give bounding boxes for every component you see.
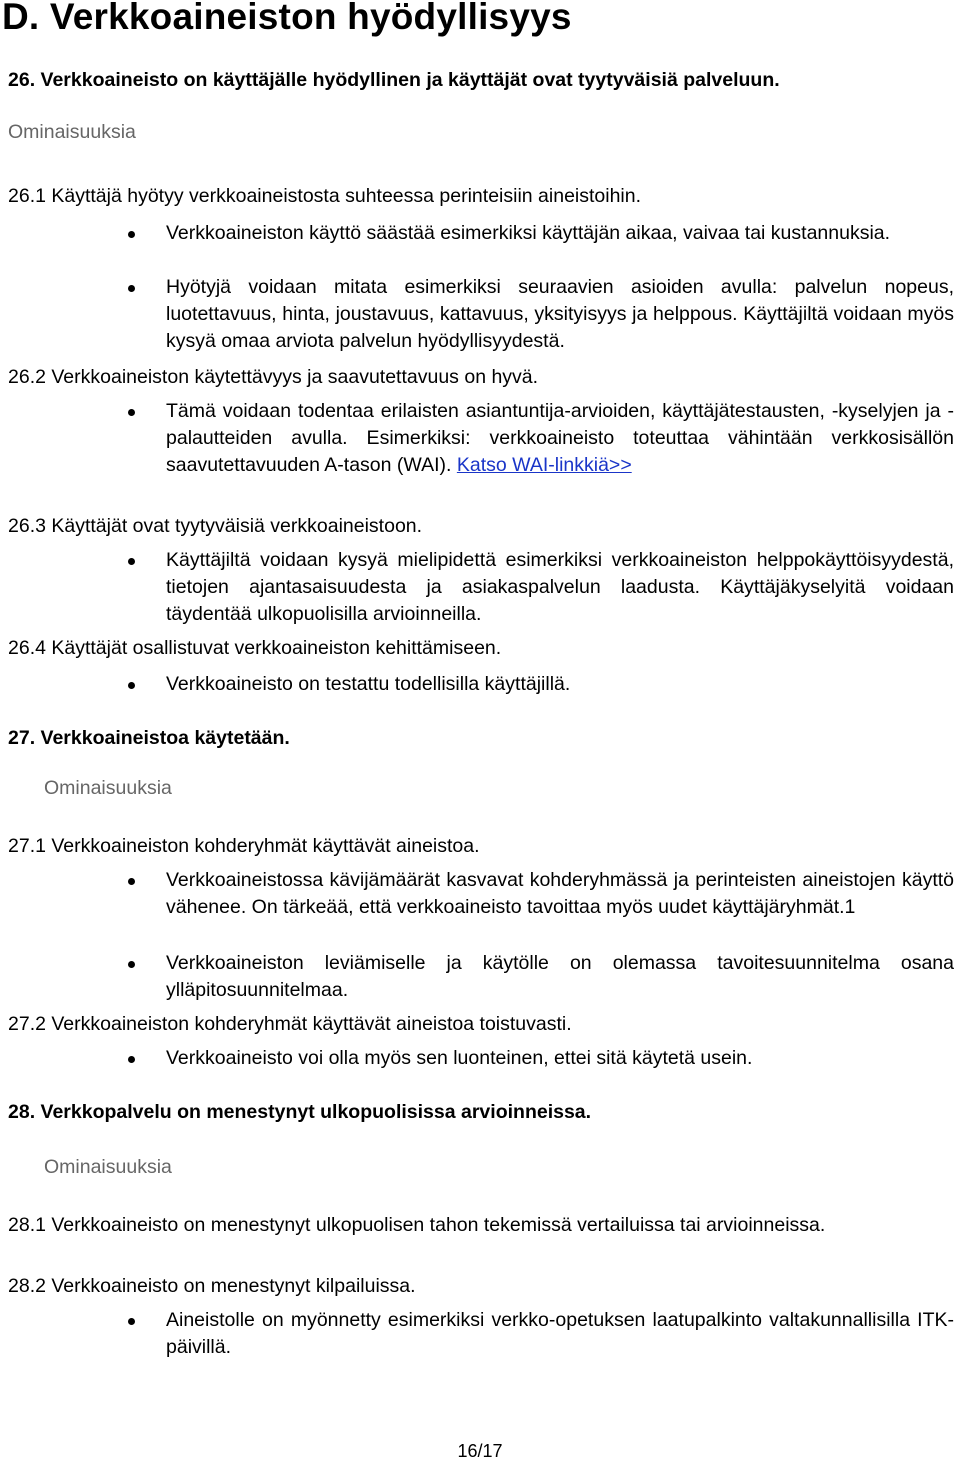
item-26-3: 26.3 Käyttäjät ovat tyytyväisiä verkkoaineistoon.: [8, 515, 423, 537]
item-28-2: 28.2 Verkkoaineisto on menestynyt kilpailuissa.: [8, 1275, 416, 1297]
bullet-icon: [128, 231, 135, 238]
bullet-icon: [128, 558, 135, 565]
bullet-icon: [128, 1318, 135, 1325]
item-27-2-bullet-1: Verkkoaineisto voi olla myös sen luonteinen, ettei sitä käytetä usein.: [166, 1047, 753, 1069]
item-26-4-bullet-1: Verkkoaineisto on testattu todellisilla käyttäjillä.: [166, 673, 571, 695]
item-26-2-bullet-1-text: Tämä voidaan todentaa erilaisten asiantuntija-arvioiden, käyttäjätestausten, -kyselyjen ja -palautteiden avulla. Esimerkiksi: verkkoaineisto toteuttaa vähintään verkkosisällön saavutettavuuden A-tason (WAI).: [166, 400, 954, 476]
section-27-ominaisuuksia: Ominaisuuksia: [44, 777, 172, 799]
item-26-1: 26.1 Käyttäjä hyötyy verkkoaineistosta suhteessa perinteisiin aineistoihin.: [8, 185, 642, 207]
section-26-ominaisuuksia: Ominaisuuksia: [8, 121, 136, 143]
page-number: 16/17: [457, 1441, 503, 1461]
section-28-title: 28. Verkkopalvelu on menestynyt ulkopuolisissa arvioinneissa.: [8, 1101, 592, 1123]
section-26-title: 26. Verkkoaineisto on käyttäjälle hyödyllinen ja käyttäjät ovat tyytyväisiä palveluun.: [8, 69, 780, 91]
bullet-icon: [128, 878, 135, 885]
item-26-1-bullet-1: Verkkoaineiston käyttö säästää esimerkiksi käyttäjän aikaa, vaivaa tai kustannuksia.: [166, 222, 891, 244]
item-27-1: 27.1 Verkkoaineiston kohderyhmät käyttävät aineistoa.: [8, 835, 480, 857]
bullet-icon: [128, 1056, 135, 1063]
item-27-1-bullet-2: Verkkoaineiston leviämiselle ja käytölle on olemassa tavoitesuunnitelma osana ylläpitosuunnitelmaa.: [166, 952, 954, 1001]
section-27-title: 27. Verkkoaineistoa käytetään.: [8, 727, 290, 749]
item-26-2-bullet-1: [166, 398, 954, 479]
item-27-2: 27.2 Verkkoaineiston kohderyhmät käyttävät aineistoa toistuvasti.: [8, 1013, 572, 1035]
item-26-4: 26.4 Käyttäjät osallistuvat verkkoaineiston kehittämiseen.: [8, 637, 502, 659]
bullet-icon: [128, 961, 135, 968]
wai-link[interactable]: Katso WAI-linkkiä>>: [456, 454, 632, 476]
page-heading: D. Verkkoaineiston hyödyllisyys: [2, 0, 572, 37]
bullet-icon: [128, 285, 135, 292]
item-26-3-bullet-1: Käyttäjiltä voidaan kysyä mielipidettä esimerkiksi verkkoaineiston helppokäyttöisyydestä, tietojen ajantasaisuudesta ja asiakaspalvelun laadusta. Käyttäjäkyselyitä voidaan täydentää ulkopuolisilla arvioinneilla.: [166, 549, 954, 625]
bullet-icon: [128, 682, 135, 689]
bullet-icon: [128, 409, 135, 416]
item-26-2: 26.2 Verkkoaineiston käytettävyys ja saavutettavuus on hyvä.: [8, 366, 539, 388]
item-28-2-bullet-1: Aineistolle on myönnetty esimerkiksi verkko-opetuksen laatupalkinto valtakunnallisilla ITK-päivillä.: [166, 1309, 954, 1358]
section-28-ominaisuuksia: Ominaisuuksia: [44, 1156, 172, 1178]
item-27-1-bullet-1: Verkkoaineistossa kävijämäärät kasvavat kohderyhmässä ja perinteisten aineistojen käyttö vähenee. On tärkeää, että verkkoaineisto tavoittaa myös uudet käyttäjäryhmät.1: [166, 869, 954, 918]
item-26-1-bullet-2: Hyötyjä voidaan mitata esimerkiksi seuraavien asioiden avulla: palvelun nopeus, luotettavuus, hinta, joustavuus, kattavuus, yksityisyys ja helppous. Käyttäjiltä voidaan myös kysyä omaa arviota palvelun hyödyllisyydestä.: [166, 276, 954, 352]
item-28-1: 28.1 Verkkoaineisto on menestynyt ulkopuolisen tahon tekemissä vertailuissa tai arvioinneissa.: [8, 1214, 826, 1236]
